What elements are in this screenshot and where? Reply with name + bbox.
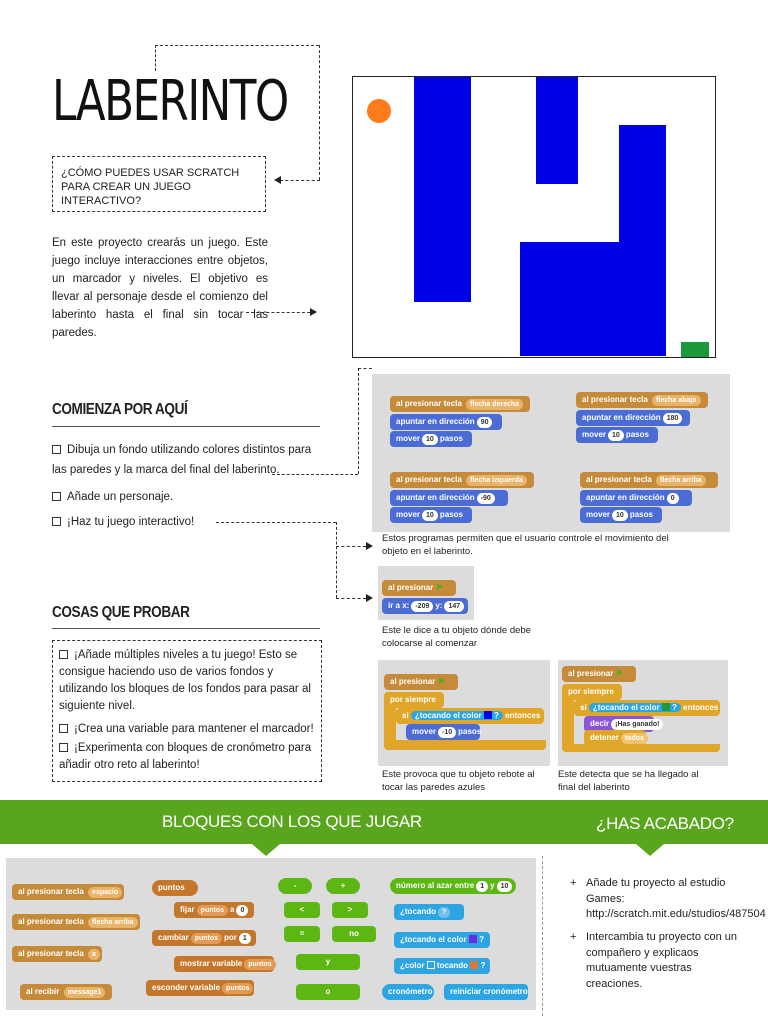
try-item-text: ¡Añade múltiples niveles a tu juego! Esto se consigue haciendo uso de varios fondos y utilizando los bloques de los fondos para pasar al siguiente nivel. <box>59 649 311 712</box>
divider <box>542 856 543 1016</box>
arrow-left-icon <box>274 176 281 184</box>
start-item <box>52 512 194 532</box>
arrow-right-icon <box>366 594 373 602</box>
banner-right-title: ¿HAS ACABADO? <box>596 814 734 833</box>
green-flag-icon: ⚑ <box>615 669 623 678</box>
motion-block: mover 10 pasos <box>390 507 472 523</box>
hat-block: al presionar ⚑ <box>382 580 456 596</box>
operator-block: no <box>332 926 376 942</box>
start-item-text: ¡Haz tu juego interactivo! <box>67 516 195 528</box>
green-flag-icon: ⚑ <box>437 677 445 686</box>
palette-block: esconder variable puntos <box>146 980 254 996</box>
connector-line <box>216 522 336 523</box>
connector-line <box>155 45 156 71</box>
blocks-palette <box>6 858 536 1010</box>
plus-icon: + <box>570 931 577 943</box>
color-swatch <box>470 961 478 969</box>
sensing-block: ¿tocando el color ? <box>394 932 490 948</box>
done-item <box>570 876 766 923</box>
finish-script-panel <box>558 660 728 766</box>
bounce-caption: Este provoca que tu objeto rebote al tocar las paredes azules <box>382 769 535 793</box>
color-swatch <box>427 961 435 969</box>
control-block-end <box>562 744 720 752</box>
control-block: por siempre <box>562 684 622 700</box>
motion-block: mover 10 pasos <box>576 427 658 443</box>
operator-block: + <box>326 878 360 894</box>
operator-block: número al azar entre 1 y 10 <box>390 878 516 894</box>
operator-block: y <box>296 954 360 970</box>
motion-block: apuntar en dirección 0 <box>580 490 692 506</box>
operator-block: > <box>332 902 368 918</box>
banner-pointer <box>636 844 664 856</box>
try-item <box>59 721 317 738</box>
arrows-caption: Estos programas permiten que el usuario controle el movimiento del objeto en el laberinto. <box>382 533 669 557</box>
connector-line <box>336 522 337 598</box>
connector-line <box>358 368 372 369</box>
maze-stage <box>352 76 716 358</box>
connector-line <box>272 474 358 475</box>
if-block: si ¿tocando el color ? entonces <box>574 700 720 716</box>
motion-block: mover -10 pasos <box>406 724 480 740</box>
connector-line <box>358 368 359 474</box>
hat-block: al presionar tecla flecha arriba <box>580 472 718 488</box>
control-block: por siempre <box>384 692 444 708</box>
palette-block: mostrar variable puntos <box>174 956 274 972</box>
start-item-text: Dibuja un fondo utilizando colores distintos para las paredes y la marca del final del laberinto. <box>52 444 312 476</box>
motion-block: ir a x: -209 y: 147 <box>382 598 468 614</box>
done-item-text: Añade tu proyecto al estudio Games: http://scratch.mit.edu/studios/487504 <box>586 877 766 920</box>
start-item-text: Añade un personaje. <box>67 491 174 503</box>
control-block-arm <box>562 698 574 744</box>
checkbox-icon <box>59 743 68 752</box>
hat-block: al presionar ⚑ <box>562 666 636 682</box>
divider <box>52 426 320 427</box>
hat-block: al presionar tecla flecha izquierda <box>390 472 534 488</box>
start-caption: Este le dice a tu objeto dónde debe colocarse al comenzar <box>382 625 531 649</box>
start-heading: COMIENZA POR AQUÍ <box>52 401 188 418</box>
palette-block: cambiar puntos por 1 <box>152 930 256 946</box>
control-block: detener todos <box>584 730 646 746</box>
maze-wall <box>414 77 471 302</box>
hat-block: al presionar ⚑ <box>384 674 458 690</box>
operator-block: < <box>284 902 320 918</box>
color-swatch <box>662 703 670 711</box>
intro-text: En este proyecto crearás un juego. Este juego incluye interacciones entre objetos, un marcador y niveles. El objetivo es llevar al personaje desde el comienzo del laberinto hasta el final sin tocar las paredes. <box>52 237 268 339</box>
palette-block: al presionar tecla flecha arriba <box>12 914 140 930</box>
banner-left-title: BLOQUES CON LOS QUE JUGAR <box>162 812 422 831</box>
page-title: LABERINTO <box>52 69 288 134</box>
operator-block: o <box>296 984 360 1000</box>
motion-block: mover 10 pasos <box>390 431 472 447</box>
connector-line <box>336 546 366 547</box>
maze-wall <box>619 125 666 242</box>
done-item <box>572 930 742 992</box>
plus-icon: + <box>570 877 577 889</box>
sensing-block: cronómetro <box>382 984 434 1000</box>
connector-line <box>155 45 319 46</box>
color-swatch <box>469 935 477 943</box>
checkbox-icon <box>52 492 61 501</box>
connector-line <box>336 598 366 599</box>
motion-block: apuntar en dirección 180 <box>576 410 690 426</box>
operator-block: = <box>284 926 320 942</box>
if-block: si ¿tocando el color ? entonces <box>396 708 544 724</box>
palette-block: al presionar tecla espacio <box>12 884 124 900</box>
start-item <box>52 487 173 507</box>
palette-block: al presionar tecla a <box>12 946 102 962</box>
connector-line <box>319 45 320 180</box>
try-heading: COSAS QUE PROBAR <box>52 604 190 621</box>
try-item <box>59 740 317 774</box>
arrow-right-icon <box>366 542 373 550</box>
sensing-block: ¿color tocando ? <box>394 958 490 974</box>
maze-wall <box>536 77 578 184</box>
green-flag-icon: ⚑ <box>435 583 443 592</box>
try-item-text: ¡Crea una variable para mantener el marcador! <box>74 723 314 735</box>
motion-block: apuntar en dirección 90 <box>390 414 502 430</box>
checkbox-icon <box>52 517 61 526</box>
palette-block: puntos <box>152 880 198 896</box>
palette-block: fijar puntos a 0 <box>174 902 254 918</box>
motion-block: mover 10 pasos <box>580 507 662 523</box>
done-item-text: Intercambia tu proyecto con un compañero y explicaos mutuamente vuestras creaciones. <box>586 931 738 990</box>
hat-block: al presionar tecla flecha abajo <box>576 392 708 408</box>
bounce-script-panel <box>378 660 550 766</box>
maze-wall <box>520 242 666 356</box>
sensing-block: reiniciar cronómetro <box>444 984 528 1000</box>
motion-block: apuntar en dirección -90 <box>390 490 508 506</box>
try-box <box>52 640 322 782</box>
connector-line <box>246 312 310 313</box>
checkbox-icon <box>52 445 61 454</box>
try-item-text: ¡Experimenta con bloques de cronómetro para añadir otro reto al laberinto! <box>59 742 312 771</box>
looks-block: decir ¡Has ganado! <box>584 716 654 732</box>
question-box: ¿CÓMO PUEDES USAR SCRATCH PARA CREAR UN JUEGO INTERACTIVO? <box>52 156 266 212</box>
checkbox-icon <box>59 650 68 659</box>
divider <box>52 628 320 629</box>
operator-block: - <box>278 878 312 894</box>
banner-pointer <box>252 844 280 856</box>
palette-block: al recibir message1 <box>20 984 112 1000</box>
checkbox-icon <box>59 724 68 733</box>
try-item <box>59 647 317 715</box>
goal-marker <box>681 342 709 357</box>
control-block-end <box>384 740 546 750</box>
arrow-scripts-panel <box>372 374 730 532</box>
start-script-panel <box>378 566 474 620</box>
hat-block: al presionar tecla flecha derecha <box>390 396 530 412</box>
sensing-block: ¿tocando ? <box>394 904 464 920</box>
finish-caption: Este detecta que se ha llegado al final del laberinto <box>558 769 699 793</box>
color-swatch <box>484 711 492 719</box>
arrow-right-icon <box>310 308 317 316</box>
connector-line <box>280 180 320 181</box>
player-sprite <box>367 99 391 123</box>
